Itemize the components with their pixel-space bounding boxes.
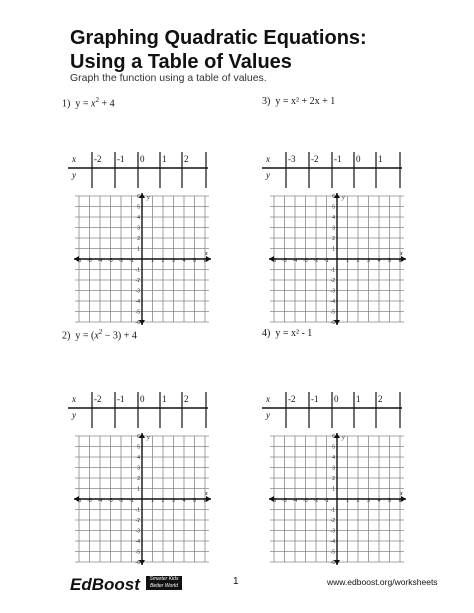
x-tick-label: 3 <box>367 498 370 504</box>
y-tick-label: -6 <box>330 320 335 326</box>
x-axis-label: x <box>205 491 208 497</box>
x-tick-label: 1 <box>151 258 154 264</box>
y-tick-label: 1 <box>137 246 140 253</box>
x-tick-label: 6 <box>203 498 207 504</box>
x-axis-label: x <box>400 251 403 257</box>
coordinate-grid <box>268 432 408 566</box>
table-x-label: x <box>72 154 76 164</box>
y-tick-label: -1 <box>330 507 335 514</box>
problem-2-equation: 3) y = x² + 2x + 1 <box>262 96 336 107</box>
x-tick-label: -3 <box>303 258 308 264</box>
table-x-value: 2 <box>184 154 189 164</box>
y-axis-label: y <box>342 195 345 201</box>
x-tick-label: 6 <box>203 258 207 264</box>
x-tick-label: -6 <box>76 498 82 504</box>
x-tick-label: -1 <box>324 258 329 264</box>
y-axis-label: y <box>147 195 150 201</box>
x-axis-label: x <box>400 491 403 497</box>
table-x-value: -3 <box>288 154 296 164</box>
x-tick-label: 5 <box>388 258 391 264</box>
table-x-value: -1 <box>311 394 319 404</box>
y-tick-label: -2 <box>135 278 140 284</box>
x-tick-label: -2 <box>118 258 124 264</box>
y-tick-label: 5 <box>332 204 335 211</box>
y-tick-label: -6 <box>135 320 140 326</box>
x-tick-label: 2 <box>161 258 165 264</box>
y-tick-label: 3 <box>137 465 140 472</box>
table-y-label: y <box>266 410 270 420</box>
page-number: 1 <box>233 576 239 587</box>
table-of-values <box>262 152 402 188</box>
table-x-value: 2 <box>378 394 383 404</box>
y-tick-label: -2 <box>330 278 335 284</box>
table-x-value: 0 <box>140 394 145 404</box>
x-tick-label: -5 <box>87 258 92 264</box>
table-of-values <box>68 392 208 428</box>
x-tick-label: -6 <box>76 258 82 264</box>
x-tick-label: -5 <box>87 498 92 504</box>
y-tick-label: -2 <box>135 518 140 524</box>
coordinate-grid <box>73 432 213 566</box>
y-tick-label: -3 <box>330 528 335 535</box>
y-tick-label: 6 <box>332 194 335 200</box>
table-x-value: -2 <box>311 154 319 164</box>
x-tick-label: -3 <box>108 258 113 264</box>
y-tick-label: -3 <box>330 288 335 295</box>
edboost-logo <box>70 575 140 595</box>
table-x-value: -1 <box>117 394 125 404</box>
y-axis-label: y <box>147 435 150 441</box>
y-tick-label: 5 <box>137 204 140 211</box>
x-tick-label: 3 <box>172 498 175 504</box>
x-tick-label: 4 <box>182 498 186 504</box>
x-tick-label: -4 <box>97 498 103 504</box>
x-tick-label: -2 <box>313 498 319 504</box>
problem-4-equation: 4) y = x² - 1 <box>262 328 313 339</box>
table-x-value: -2 <box>94 154 102 164</box>
y-tick-label: 6 <box>332 434 335 440</box>
x-tick-label: 5 <box>193 258 196 264</box>
table-x-label: x <box>266 154 270 164</box>
y-tick-label: 5 <box>137 444 140 451</box>
y-tick-label: 2 <box>137 236 140 242</box>
x-axis-label: x <box>205 251 208 257</box>
y-tick-label: 3 <box>332 225 335 232</box>
table-x-value: -2 <box>94 394 102 404</box>
table-y-label: y <box>72 170 76 180</box>
table-x-value: 2 <box>184 394 189 404</box>
x-tick-label: -6 <box>271 258 277 264</box>
x-tick-label: 2 <box>161 498 165 504</box>
table-x-value: 0 <box>334 394 339 404</box>
instructions: Graph the function using a table of values. <box>70 72 267 84</box>
table-x-value: 1 <box>356 394 361 404</box>
x-tick-label: -5 <box>282 258 287 264</box>
table-x-value: -1 <box>334 154 342 164</box>
y-tick-label: -5 <box>330 309 335 316</box>
table-y-label: y <box>72 410 76 420</box>
problem-1-equation: 1) $y = x^2 + 4$ <box>62 96 115 110</box>
y-tick-label: 4 <box>137 455 140 461</box>
y-tick-label: -6 <box>135 560 140 566</box>
x-tick-label: 2 <box>356 258 360 264</box>
y-tick-label: 2 <box>332 476 335 482</box>
table-x-value: 0 <box>356 154 361 164</box>
y-tick-label: 6 <box>137 434 140 440</box>
y-tick-label: 1 <box>332 486 335 493</box>
table-x-value: -1 <box>117 154 125 164</box>
x-tick-label: 5 <box>388 498 391 504</box>
y-tick-label: -5 <box>135 549 140 556</box>
y-tick-label: 4 <box>332 215 335 221</box>
page-title: Graphing Quadratic Equations: Using a Table of Values <box>70 27 367 73</box>
table-of-values <box>262 392 402 428</box>
x-tick-label: 4 <box>182 258 186 264</box>
x-tick-label: -3 <box>108 498 113 504</box>
logo-ed-text: Ed <box>70 575 92 594</box>
y-tick-label: -1 <box>135 267 140 274</box>
y-tick-label: -5 <box>135 309 140 316</box>
table-x-value: 1 <box>378 154 383 164</box>
y-tick-label: 3 <box>332 465 335 472</box>
coordinate-grid <box>73 192 213 326</box>
logo-tagline: Smarter Kids Better World <box>146 576 182 590</box>
x-tick-label: 3 <box>367 258 370 264</box>
y-tick-label: -4 <box>330 539 335 545</box>
y-tick-label: 3 <box>137 225 140 232</box>
x-tick-label: -1 <box>129 258 134 264</box>
x-tick-label: 4 <box>377 258 381 264</box>
y-tick-label: -3 <box>135 528 140 535</box>
table-y-label: y <box>266 170 270 180</box>
table-x-label: x <box>266 394 270 404</box>
x-tick-label: -2 <box>313 258 319 264</box>
y-tick-label: -4 <box>135 539 140 545</box>
x-tick-label: 5 <box>193 498 196 504</box>
table-of-values <box>68 152 208 188</box>
x-tick-label: -2 <box>118 498 124 504</box>
table-x-label: x <box>72 394 76 404</box>
logo-boost-text: Boost <box>91 575 140 594</box>
x-tick-label: 6 <box>398 258 402 264</box>
x-tick-label: -4 <box>97 258 103 264</box>
x-tick-label: 2 <box>356 498 360 504</box>
x-tick-label: 6 <box>398 498 402 504</box>
y-tick-label: -4 <box>135 299 140 305</box>
x-tick-label: -1 <box>324 498 329 504</box>
x-tick-label: -5 <box>282 498 287 504</box>
coordinate-grid <box>268 192 408 326</box>
table-x-value: 1 <box>162 154 167 164</box>
y-tick-label: 1 <box>137 486 140 493</box>
y-tick-label: 4 <box>137 215 140 221</box>
x-tick-label: 1 <box>346 498 349 504</box>
x-tick-label: 1 <box>346 258 349 264</box>
table-x-value: 1 <box>162 394 167 404</box>
table-x-value: -2 <box>288 394 296 404</box>
x-tick-label: -6 <box>271 498 277 504</box>
x-tick-label: 4 <box>377 498 381 504</box>
problem-3-equation: 2) $y = (x^2 - 3) + 4$ <box>62 328 137 342</box>
y-tick-label: -1 <box>330 267 335 274</box>
x-tick-label: -3 <box>303 498 308 504</box>
x-tick-label: -1 <box>129 498 134 504</box>
x-tick-label: -4 <box>292 498 298 504</box>
y-tick-label: -2 <box>330 518 335 524</box>
y-tick-label: 4 <box>332 455 335 461</box>
y-tick-label: -3 <box>135 288 140 295</box>
x-tick-label: 1 <box>151 498 154 504</box>
y-tick-label: -6 <box>330 560 335 566</box>
y-tick-label: 6 <box>137 194 140 200</box>
x-tick-label: 3 <box>172 258 175 264</box>
table-x-value: 0 <box>140 154 145 164</box>
y-tick-label: 2 <box>137 476 140 482</box>
y-tick-label: 1 <box>332 246 335 253</box>
y-tick-label: 5 <box>332 444 335 451</box>
website-url: www.edboost.org/worksheets <box>327 577 438 587</box>
x-tick-label: -4 <box>292 258 298 264</box>
y-tick-label: -1 <box>135 507 140 514</box>
y-tick-label: -4 <box>330 299 335 305</box>
y-tick-label: 2 <box>332 236 335 242</box>
y-tick-label: -5 <box>330 549 335 556</box>
y-axis-label: y <box>342 435 345 441</box>
